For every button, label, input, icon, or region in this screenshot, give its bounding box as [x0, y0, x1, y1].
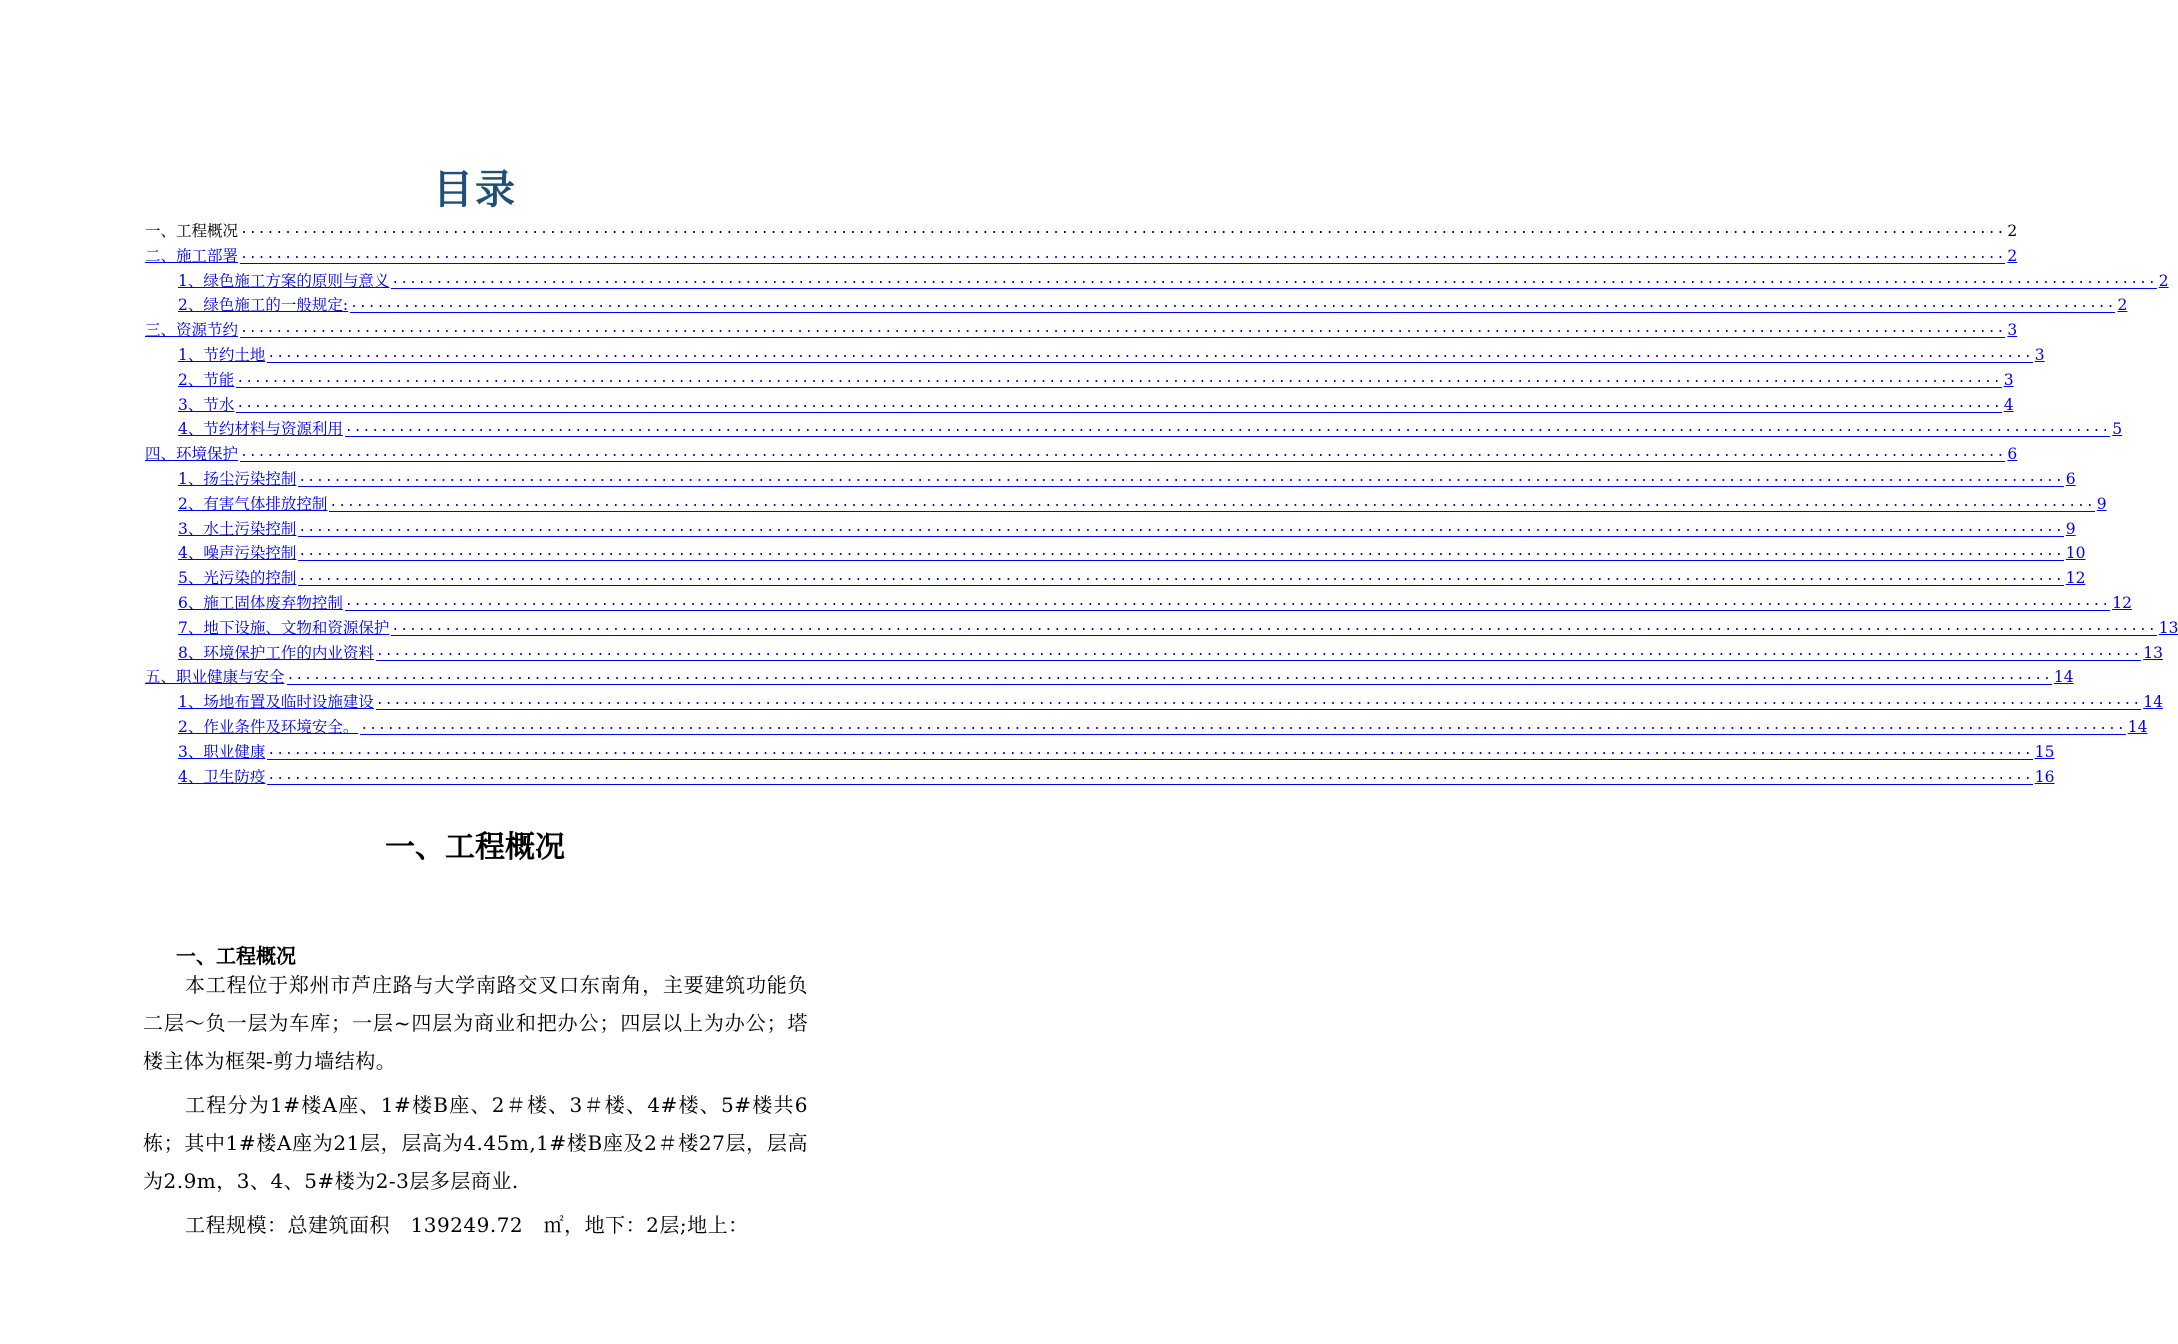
toc-entry-title: 3、职业健康 — [178, 742, 266, 761]
toc-title: 目录 — [433, 166, 517, 213]
toc-entry-title: 1、场地布置及临时设施建设 — [178, 693, 374, 712]
toc-entry-title: 1、扬尘污染控制 — [178, 469, 297, 488]
toc-entry-title: 8、环境保护工作的内业资料 — [178, 643, 374, 662]
toc-dot-leader: ........................................................................................................................................................................................................ — [391, 271, 2157, 287]
toc-entry[interactable] — [145, 765, 2055, 790]
toc-entry[interactable] — [145, 690, 2163, 715]
toc-entry[interactable] — [145, 715, 2148, 740]
toc-entry[interactable] — [145, 293, 2128, 318]
toc-entry-page: 2 — [2117, 296, 2128, 315]
toc-entry-page: 3 — [2034, 345, 2045, 364]
toc-entry[interactable] — [145, 740, 2055, 765]
toc-entry[interactable] — [145, 641, 2163, 666]
toc-entry-title: 4、卫生防疫 — [178, 767, 266, 786]
toc-entry[interactable] — [145, 492, 2107, 517]
toc-dot-leader: ........................................................................................................................................................................................................ — [236, 395, 2002, 411]
toc-dot-leader: ........................................................................................................................................................................................................ — [360, 717, 2126, 733]
toc-entry-page: 13 — [2143, 643, 2163, 662]
toc-entry[interactable] — [145, 566, 2086, 591]
toc-dot-leader: ........................................................................................................................................................................................................ — [240, 222, 2006, 237]
toc-entry[interactable] — [145, 269, 2169, 294]
toc-entry-page: 3 — [2007, 321, 2018, 340]
toc-entry-title: 1、绿色施工方案的原则与意义 — [178, 271, 390, 290]
toc-entry-page: 12 — [2065, 569, 2086, 588]
toc-entry-title: 2、节能 — [178, 370, 235, 389]
toc-dot-leader: ........................................................................................................................................................................................................ — [298, 519, 2064, 535]
toc-entry-page: 2 — [2007, 246, 2018, 265]
toc-entry-title: 2、有害气体排放控制 — [178, 494, 328, 513]
toc-dot-leader: ........................................................................................................................................................................................................ — [344, 593, 2111, 609]
toc-entry-title: 1、节约土地 — [178, 345, 266, 364]
body-paragraph: 本工程位于郑州市芦庄路与大学南路交叉口东南角，主要建筑功能负二层～负一层为车库；一层~四层为商业和把办公；四层以上为办公；塔楼主体为框架-剪力墙结构。 — [143, 973, 808, 1073]
toc-dot-leader: ........................................................................................................................................................................................................ — [298, 544, 2064, 560]
toc-entry-page: 5 — [2112, 420, 2123, 439]
toc-entry-title: 四、环境保护 — [145, 445, 239, 464]
toc-entry-title: 二、施工部署 — [145, 246, 239, 265]
toc-entry-page: 13 — [2158, 618, 2178, 637]
toc-entry-page: 4 — [2003, 395, 2014, 414]
toc-dot-leader: ........................................................................................................................................................................................................ — [286, 668, 2052, 684]
toc-entry-page: 9 — [2065, 519, 2076, 538]
toc-dot-leader: ........................................................................................................................................................................................................ — [240, 246, 2006, 262]
toc-entry-title: 6、施工固体废弃物控制 — [178, 593, 343, 612]
toc-entry-title: 2、绿色施工的一般规定: — [178, 296, 349, 315]
toc-entry-title: 7、地下设施、文物和资源保护 — [178, 618, 390, 637]
toc-entry-page: 6 — [2007, 445, 2018, 464]
toc-entry-page: 14 — [2053, 668, 2074, 687]
toc-entry[interactable] — [145, 616, 2178, 641]
section-heading: 一、工程概况 — [176, 944, 296, 968]
body-paragraph: 工程分为1#楼A座、1#楼B座、2＃楼、3＃楼、4#楼、5#楼共6栋；其中1#楼A座为21层，层高为4.45m,1#楼B座及2＃楼27层，层高为2.9m，3、4、5#楼为2-3层多层商业. — [143, 1093, 808, 1193]
toc-dot-leader: ........................................................................................................................................................................................................ — [236, 370, 2002, 386]
chapter-heading: 一、工程概况 — [385, 830, 565, 865]
body-paragraph: 工程规模：总建筑面积 139249.72 ㎡，地下：2层;地上： — [185, 1213, 749, 1237]
toc-dot-leader: ........................................................................................................................................................................................................ — [240, 445, 2006, 461]
toc-dot-leader: ........................................................................................................................................................................................................ — [375, 643, 2142, 659]
toc-entry[interactable] — [145, 368, 2014, 393]
toc-entry — [145, 219, 2018, 244]
toc-entry-page: 9 — [2096, 494, 2107, 513]
toc-dot-leader: ........................................................................................................................................................................................................ — [375, 693, 2142, 709]
toc-entry-title: 3、水土污染控制 — [178, 519, 297, 538]
toc-dot-leader: ........................................................................................................................................................................................................ — [267, 345, 2033, 361]
toc-entry[interactable] — [145, 393, 2014, 418]
toc-entry[interactable] — [145, 318, 2018, 343]
toc-entry[interactable] — [145, 343, 2045, 368]
toc-dot-leader: ........................................................................................................................................................................................................ — [329, 494, 2095, 510]
toc-dot-leader: ........................................................................................................................................................................................................ — [240, 321, 2006, 337]
toc-entry[interactable] — [145, 244, 2018, 269]
toc-entry-title: 4、噪声污染控制 — [178, 544, 297, 563]
toc-entry[interactable] — [145, 541, 2086, 566]
toc-entry-page: 15 — [2034, 742, 2055, 761]
toc-entry[interactable] — [145, 442, 2018, 467]
table-of-contents — [145, 219, 2178, 789]
toc-entry-page: 2 — [2007, 222, 2018, 240]
body-text — [143, 966, 808, 1250]
toc-entry[interactable] — [145, 665, 2074, 690]
toc-entry[interactable] — [145, 591, 2132, 616]
toc-entry[interactable] — [145, 417, 2123, 442]
toc-entry-title: 五、职业健康与安全 — [145, 668, 285, 687]
toc-entry-page: 16 — [2034, 767, 2055, 786]
toc-dot-leader: ........................................................................................................................................................................................................ — [298, 469, 2064, 485]
toc-entry-title: 3、节水 — [178, 395, 235, 414]
toc-entry-title: 三、资源节约 — [145, 321, 239, 340]
toc-entry-title: 4、节约材料与资源利用 — [178, 420, 343, 439]
toc-entry[interactable] — [145, 517, 2076, 542]
toc-entry-page: 6 — [2065, 469, 2076, 488]
toc-dot-leader: ........................................................................................................................................................................................................ — [298, 569, 2064, 585]
toc-dot-leader: ........................................................................................................................................................................................................ — [391, 618, 2157, 634]
toc-entry-page: 2 — [2158, 271, 2169, 290]
toc-entry-page: 3 — [2003, 370, 2014, 389]
toc-dot-leader: ........................................................................................................................................................................................................ — [267, 767, 2033, 783]
toc-entry-page: 14 — [2143, 693, 2163, 712]
toc-entry[interactable] — [145, 467, 2076, 492]
toc-entry-title: 一、工程概况 — [145, 222, 239, 240]
toc-entry-page: 12 — [2112, 593, 2132, 612]
toc-dot-leader: ........................................................................................................................................................................................................ — [267, 742, 2033, 758]
toc-entry-page: 10 — [2065, 544, 2086, 563]
toc-entry-title: 2、作业条件及环境安全。 — [178, 717, 359, 736]
toc-dot-leader: ........................................................................................................................................................................................................ — [350, 296, 2116, 312]
toc-entry-title: 5、光污染的控制 — [178, 569, 297, 588]
toc-dot-leader: ........................................................................................................................................................................................................ — [344, 420, 2111, 436]
toc-entry-page: 14 — [2127, 717, 2148, 736]
